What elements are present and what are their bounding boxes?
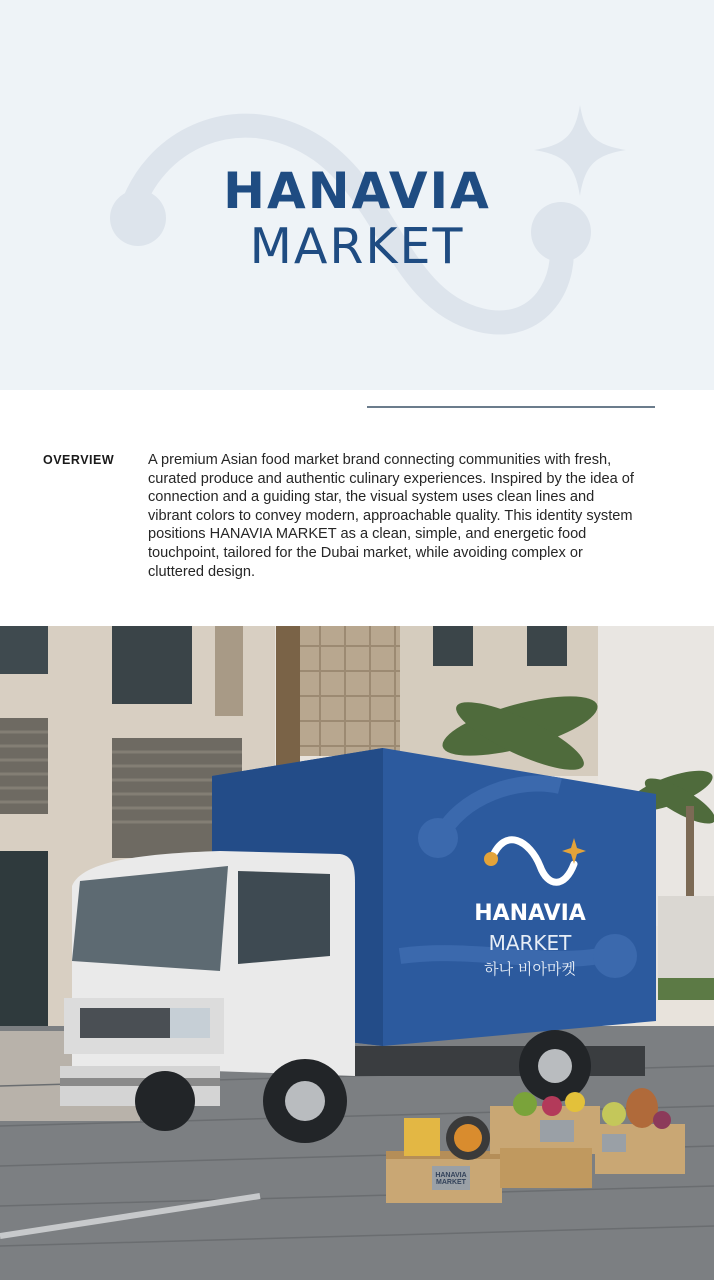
brand-title-hanavia: HANAVIA [223,162,491,220]
truck-scene [0,626,714,1280]
truck-brand-hanavia: HANAVIA [474,901,586,926]
truck-brand-market: MARKET [488,931,572,955]
overview-label: OVERVIEW [43,453,115,467]
overview-text: A premium Asian food market brand connecting communities with fresh, curated produce and authentic culinary experiences. Inspired by the idea of connection and a guiding star, the visual system uses clean lines and vibrant colors to convey modern, approachable quality. This identity system positions HANAVIA MARKET as a clean, simple, and energetic food touchpoint, tailored for the Dubai market, while avoiding complex or cluttered design. [148,452,634,580]
truck-mockup-photo [0,626,714,1280]
truck-brand-korean: 하나 비아마켓 [484,960,576,978]
hero-logo-panel [0,0,714,390]
crate-label: HANAVIA MARKET [435,1172,467,1186]
section-divider [367,406,655,408]
brand-title-market: MARKET [249,218,465,275]
